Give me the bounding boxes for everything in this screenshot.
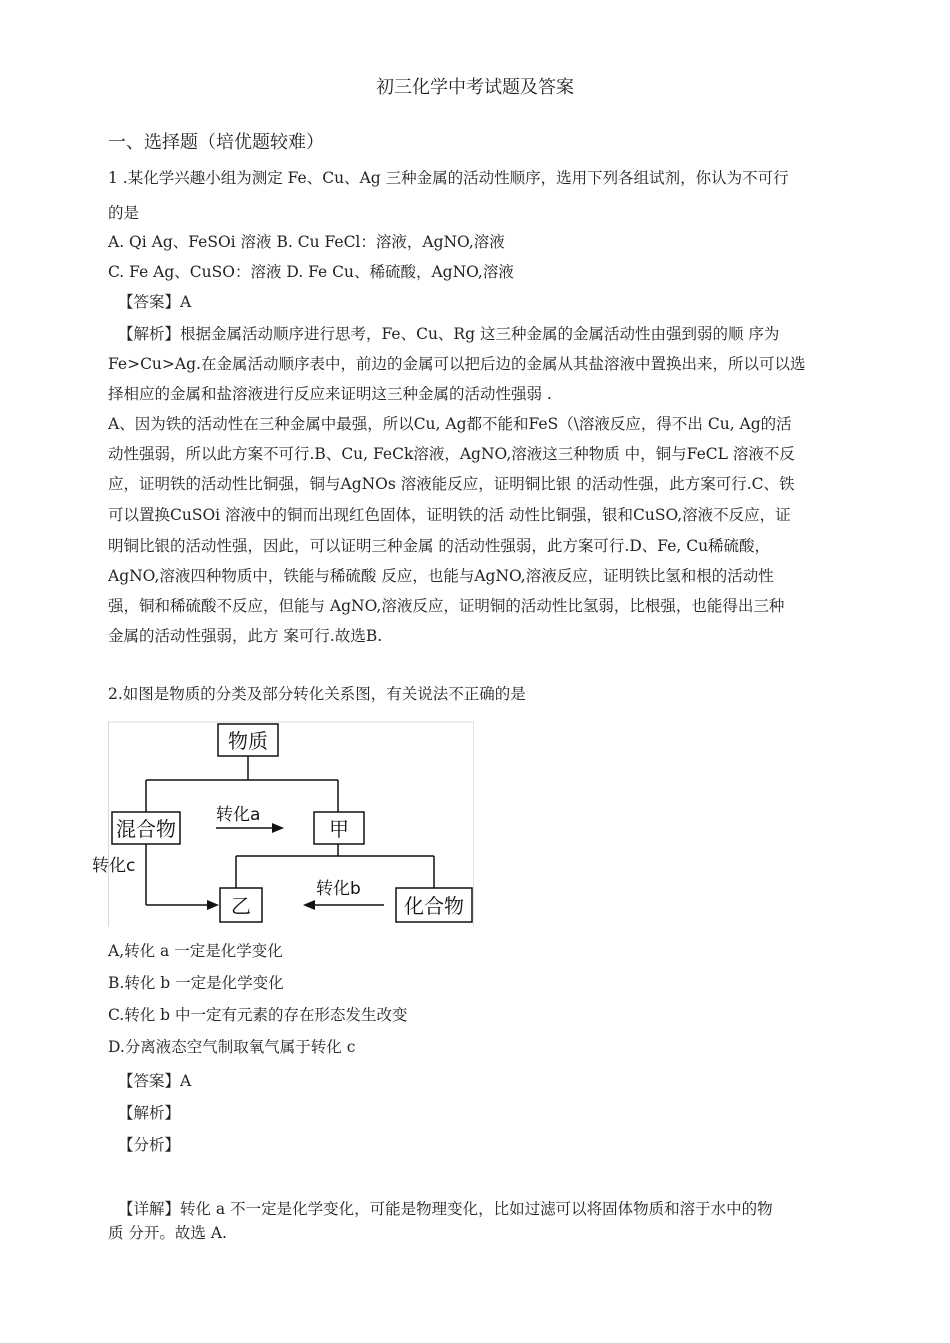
- q1-answer: 【答案】A: [118, 293, 192, 311]
- q1-stem-line2: 的是: [108, 204, 140, 222]
- q1-analysis-line: 可以置换CuSOi 溶液中的铜而出现红色固体，证明铁的活 动性比铜强，银和CuSO,溶液不反应，证: [108, 506, 791, 524]
- node-mixture: 混合物: [116, 817, 176, 841]
- q2-stem: 2.如图是物质的分类及部分转化关系图，有关说法不正确的是: [108, 685, 526, 703]
- q2-detail-line2: 质 分开。故选 A.: [108, 1224, 227, 1242]
- q2-analysis: 【解析】: [118, 1104, 181, 1122]
- classification-diagram: [92, 722, 474, 927]
- arrow-b-label: 转化b: [316, 879, 361, 899]
- q1-analysis-line: 强，铜和稀硫酸不反应，但能与 AgNO,溶液反应，证明铜的活动性比氢弱，比根强，也能得出三种: [108, 597, 785, 615]
- q2-fenxi: 【分析】: [118, 1136, 181, 1154]
- q2-option-c: C.转化 b 中一定有元素的存在形态发生改变: [108, 1006, 408, 1024]
- q2-answer: 【答案】A: [118, 1072, 192, 1090]
- q1-stem-line1: 1 .某化学兴趣小组为测定 Fe、Cu、Ag 三种金属的活动性顺序，选用下列各组试剂，你认为不可行: [108, 169, 789, 187]
- node-matter: 物质: [228, 729, 268, 753]
- q2-option-b: B.转化 b 一定是化学变化: [108, 974, 284, 992]
- q1-analysis-line: AgNO,溶液四种物质中，铁能与稀硫酸 反应，也能与AgNO,溶液反应，证明铁比氢和根的活动性: [108, 567, 774, 585]
- node-yi: 乙: [231, 894, 251, 918]
- arrow-c-label: 转化c: [92, 856, 136, 876]
- arrow-a-label: 转化a: [216, 805, 261, 825]
- q1-analysis-line: 【解析】根据金属活动顺序进行思考，Fe、Cu、Rg 这三种金属的金属活动性由强到弱的顺 序为: [118, 325, 780, 343]
- q1-analysis-line: 应，证明铁的活动性比铜强，铜与AgNOs 溶液能反应，证明铜比银 的活动性强，此方案可行.C、铁: [108, 475, 795, 493]
- arrow-b-head: [303, 900, 315, 910]
- q2-option-d: D.分离液态空气制取氧气属于转化 c: [108, 1038, 356, 1056]
- q2-detail-line1: 【详解】转化 a 不一定是化学变化，可能是物理变化，比如过滤可以将固体物质和溶于水中的物: [118, 1200, 773, 1218]
- node-compound: 化合物: [404, 894, 464, 918]
- section-heading: 一、选择题（培优题较难）: [108, 132, 324, 153]
- document-title: 初三化学中考试题及答案: [376, 77, 574, 98]
- q2-option-a: A,转化 a 一定是化学变化: [108, 942, 283, 960]
- q1-analysis-line: 择相应的金属和盐溶液进行反应来证明这三种金属的活动性强弱 .: [108, 385, 552, 403]
- arrow-c-head: [207, 900, 219, 910]
- q1-options-line1: A. Qi Ag、FeSOi 溶液 B. Cu FeCl：溶液，AgNO,溶液: [108, 233, 505, 251]
- q1-analysis-line: Fe>Cu>Ag.在金属活动顺序表中，前边的金属可以把后边的金属从其盐溶液中置换出来，所以可以选: [108, 355, 806, 373]
- q1-options-line2: C. Fe Ag、CuSO：溶液 D. Fe Cu、稀硫酸，AgNO,溶液: [108, 263, 514, 281]
- arrow-a-head: [272, 823, 284, 833]
- q1-analysis-line: 动性强弱，所以此方案不可行.B、Cu, FeCk溶液，AgNO,溶液这三种物质 中，铜与FeCL 溶液不反: [108, 445, 795, 463]
- node-jia: 甲: [329, 817, 349, 841]
- q1-analysis-line: 明铜比银的活动性强，因此，可以证明三种金属 的活动性强弱，此方案可行.D、Fe, Cu稀硫酸，: [108, 537, 771, 555]
- q1-analysis-line: A、因为铁的活动性在三种金属中最强，所以Cu, Ag都不能和FeS（\溶液反应，得不出 Cu, Ag的活: [108, 415, 792, 433]
- q1-analysis-line: 金属的活动性强弱，此方 案可行.故选B.: [108, 627, 383, 645]
